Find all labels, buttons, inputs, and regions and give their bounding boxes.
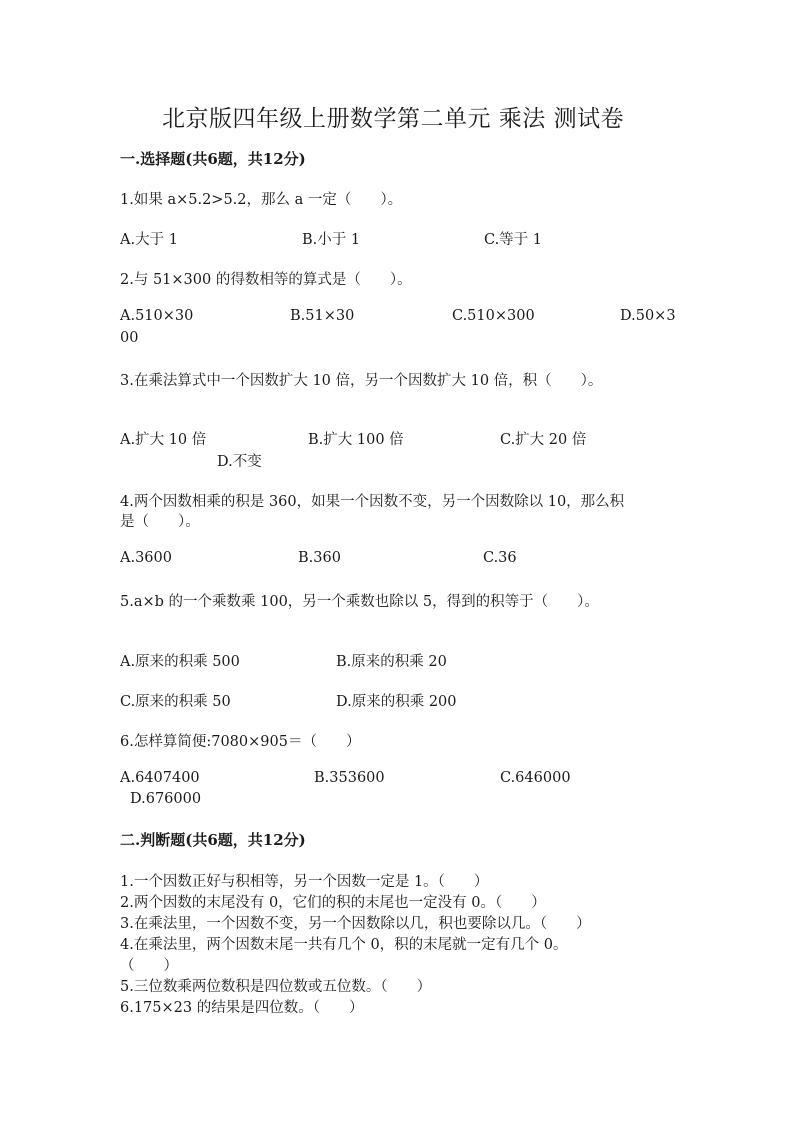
section-heading-judgement: 二.判断题(共6题，共12分) <box>120 831 306 849</box>
q5-option-a: A.原来的积乘 500 <box>120 654 240 670</box>
judge-item-5: 5.三位数乘两位数积是四位数或五位数。（ ） <box>120 979 432 995</box>
q4-option-c: C.36 <box>483 550 517 566</box>
judge-item-3: 3.在乘法里，一个因数不变，另一个因数除以几，积也要除以几。（ ） <box>120 916 591 932</box>
q6-option-c: C.646000 <box>500 770 571 786</box>
judge-item-1: 1.一个因数正好与积相等，另一个因数一定是 1。（ ） <box>120 874 489 890</box>
q5-option-d: D.原来的积乘 200 <box>336 694 457 710</box>
q5-option-c: C.原来的积乘 50 <box>120 694 231 710</box>
question-2: 2.与 51×300 的得数相等的算式是（ ）。 <box>120 272 412 288</box>
question-4-line-1: 4.两个因数相乘的积是 360，如果一个因数不变，另一个因数除以 10，那么积 <box>120 494 625 510</box>
judge-item-4-wrap: （ ） <box>120 958 178 974</box>
q3-option-a: A.扩大 10 倍 <box>120 432 207 448</box>
judge-item-2: 2.两个因数的末尾没有 0，它们的积的末尾也一定没有 0。（ ） <box>120 895 546 911</box>
q3-option-b: B.扩大 100 倍 <box>308 432 404 448</box>
section-heading-choice: 一.选择题(共6题，共12分) <box>120 150 306 168</box>
q3-option-c: C.扩大 20 倍 <box>500 432 587 448</box>
q2-option-b: B.51×30 <box>290 308 355 324</box>
question-6: 6.怎样算简便:7080×905＝（ ） <box>120 734 361 750</box>
q6-option-b: B.353600 <box>314 770 385 786</box>
q2-option-c: C.510×300 <box>452 308 535 324</box>
q2-option-a: A.510×30 <box>120 308 194 324</box>
q4-option-a: A.3600 <box>120 550 172 566</box>
judge-item-4: 4.在乘法里，两个因数末尾一共有几个 0，积的末尾就一定有几个 0。 <box>120 937 568 953</box>
q2-option-d: D.50×3 <box>620 308 676 324</box>
page-title: 北京版四年级上册数学第二单元 乘法 测试卷 <box>162 106 625 132</box>
q6-option-a: A.6407400 <box>120 770 200 786</box>
q1-option-b: B.小于 1 <box>302 232 361 248</box>
q6-option-d: D.676000 <box>130 791 202 807</box>
question-3: 3.在乘法算式中一个因数扩大 10 倍，另一个因数扩大 10 倍，积（ ）。 <box>120 373 603 389</box>
q5-option-b: B.原来的积乘 20 <box>336 654 447 670</box>
question-5: 5.a×b 的一个乘数乘 100，另一个乘数也除以 5，得到的积等于（ ）。 <box>120 594 599 610</box>
q1-option-a: A.大于 1 <box>120 232 178 248</box>
question-1: 1.如果 a×5.2>5.2，那么 a 一定（ ）。 <box>120 192 403 208</box>
judge-item-6: 6.175×23 的结果是四位数。（ ） <box>120 1000 364 1016</box>
q3-option-d: D.不变 <box>217 454 262 470</box>
q2-option-d-wrap: 00 <box>120 330 139 346</box>
q4-option-b: B.360 <box>298 550 341 566</box>
q1-option-c: C.等于 1 <box>484 232 543 248</box>
question-4-line-2: 是（ ）。 <box>120 514 200 530</box>
